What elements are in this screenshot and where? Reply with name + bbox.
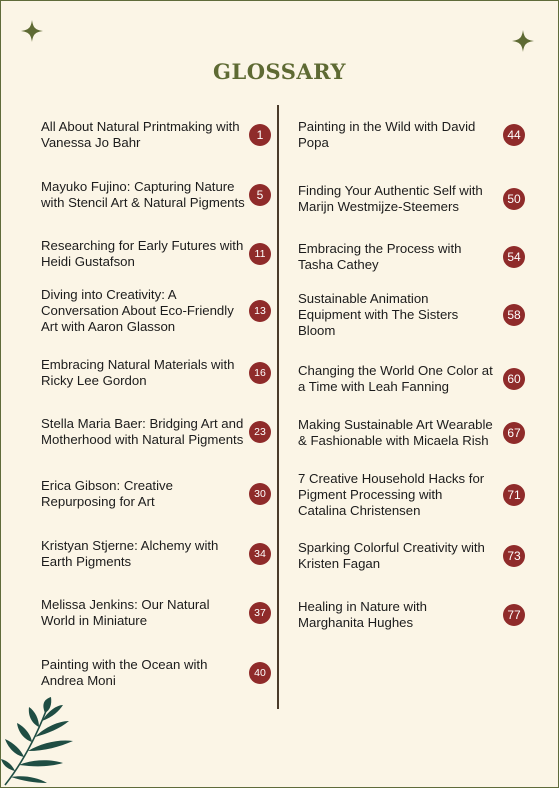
page-number-badge: 73 [503, 545, 525, 567]
entry-title: Researching for Early Futures with Heidi Gustafson [41, 238, 244, 269]
sparkle-icon [512, 30, 534, 52]
entry-title: Erica Gibson: Creative Repurposing for Art [41, 478, 173, 509]
page-number-badge: 60 [503, 368, 525, 390]
glossary-entry[interactable] [41, 583, 271, 643]
entry-title: Changing the World One Color at a Time with Leah Fanning [298, 363, 493, 394]
page-number-badge: 11 [249, 243, 271, 265]
entry-title: Finding Your Authentic Self with Marijn Westmijze-Steemers [298, 183, 483, 214]
glossary-entry[interactable] [41, 464, 271, 524]
entry-title: Painting with the Ocean with Andrea Moni [41, 657, 208, 688]
glossary-entry[interactable] [41, 524, 271, 584]
glossary-entry[interactable] [41, 105, 271, 165]
entry-title: Kristyan Stjerne: Alchemy with Earth Pigments [41, 538, 219, 569]
page-number-badge: 1 [249, 124, 271, 146]
page-number-badge: 40 [249, 662, 271, 684]
glossary-entry[interactable] [298, 105, 525, 165]
glossary-entry[interactable] [298, 526, 525, 586]
glossary-entry[interactable] [41, 224, 271, 284]
glossary-entry[interactable] [298, 285, 525, 345]
page-number-badge: 44 [503, 124, 525, 146]
entry-title: 7 Creative Household Hacks for Pigment Processing with Catalina Christensen [298, 471, 485, 518]
entry-title: Painting in the Wild with David Popa [298, 119, 476, 150]
page-number-badge: 58 [503, 304, 525, 326]
entry-title: Stella Maria Baer: Bridging Art and Motherhood with Natural Pigments [41, 416, 244, 447]
entry-title: Diving into Creativity: A Conversation About Eco-Friendly Art with Aaron Glasson [41, 287, 234, 334]
glossary-entry[interactable] [298, 465, 525, 525]
column-divider [277, 105, 279, 709]
page-number-badge: 34 [249, 543, 271, 565]
entry-title: Embracing the Process with Tasha Cathey [298, 241, 462, 272]
entry-title: Sustainable Animation Equipment with The Sisters Bloom [298, 291, 459, 338]
glossary-entry[interactable] [298, 169, 525, 229]
page-number-badge: 67 [503, 422, 525, 444]
page-number-badge: 23 [249, 421, 271, 443]
entry-title: All About Natural Printmaking with Vanessa Jo Bahr [41, 119, 240, 150]
entry-title: Melissa Jenkins: Our Natural World in Miniature [41, 597, 210, 628]
glossary-entry[interactable] [41, 402, 271, 462]
page-number-badge: 50 [503, 188, 525, 210]
entry-title: Sparking Colorful Creativity with Kristen Fagan [298, 540, 485, 571]
glossary-entry[interactable] [41, 165, 271, 225]
sparkle-icon [21, 20, 43, 42]
entry-title: Mayuko Fujino: Capturing Nature with Stencil Art & Natural Pigments [41, 179, 245, 210]
glossary-entry[interactable] [298, 227, 525, 287]
page-title: GLOSSARY [213, 59, 346, 84]
page-number-badge: 54 [503, 246, 525, 268]
page-number-badge: 71 [503, 484, 525, 506]
glossary-entry[interactable] [298, 403, 525, 463]
page-number-badge: 37 [249, 602, 271, 624]
entry-title: Embracing Natural Materials with Ricky Lee Gordon [41, 357, 235, 388]
glossary-entry[interactable] [298, 349, 525, 409]
page-number-badge: 77 [503, 604, 525, 626]
page-number-badge: 13 [249, 300, 271, 322]
page-number-badge: 5 [249, 184, 271, 206]
glossary-entry[interactable] [41, 643, 271, 703]
page-number-badge: 16 [249, 362, 271, 384]
entry-title: Making Sustainable Art Wearable & Fashionable with Micaela Rish [298, 417, 493, 448]
palm-leaf-icon [1, 697, 111, 787]
glossary-entry[interactable] [298, 585, 525, 645]
glossary-entry[interactable] [41, 343, 271, 403]
entry-title: Healing in Nature with Marghanita Hughes [298, 599, 428, 630]
glossary-entry[interactable] [41, 281, 271, 341]
page-number-badge: 30 [249, 483, 271, 505]
